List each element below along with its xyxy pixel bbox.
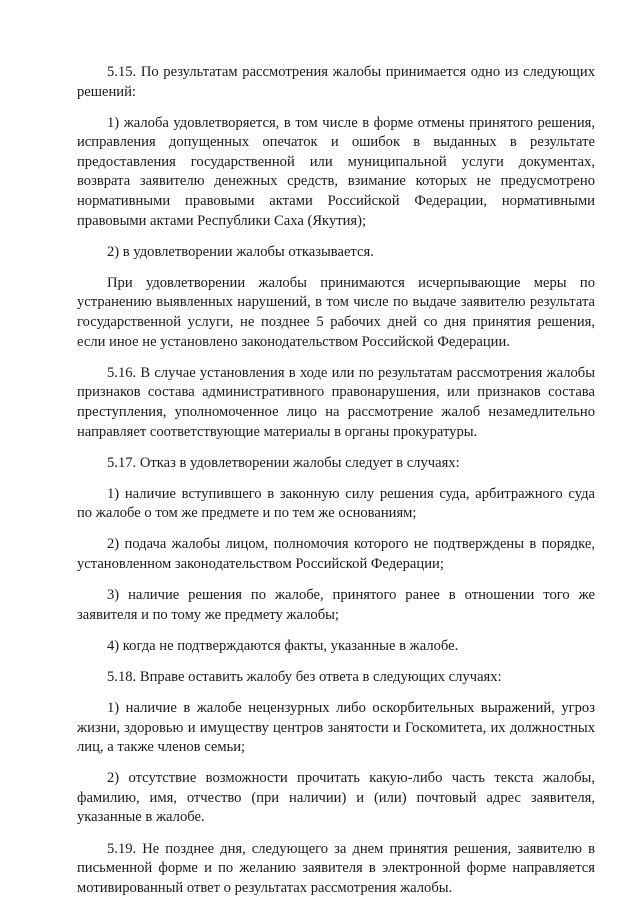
paragraph-5-17: 5.17. Отказ в удовлетворении жалобы следует в случаях: [107, 454, 460, 471]
paragraph-5-18: 5.18. Вправе оставить жалобу без ответа в следующих случаях: [107, 668, 502, 685]
paragraph-5-19: 5.19. Не позднее дня, следующего за днем принятия решения, заявителю в письменной форме и по желанию заявителя в электронной форме направляется мотивированный ответ о результатах рассмотрения жалобы. [77, 840, 595, 896]
paragraph-remedy-measures: При удовлетворении жалобы принимаются исчерпывающие меры по устранению выявленных нарушений, в том числе по выдаче заявителю результата государственной услуги, не позднее 5 рабочих дней со дня принятия решения, если иное не установлено законодательством Российской Федерации. [77, 274, 595, 350]
paragraph-5-15-item-2: 2) в удовлетворении жалобы отказывается. [107, 243, 374, 260]
paragraph-5-17-item-4: 4) когда не подтверждаются факты, указанные в жалобе. [107, 637, 459, 654]
paragraph-5-16: 5.16. В случае установления в ходе или по результатам рассмотрения жалобы признаков состава административного правонарушения, или признаков состава преступления, уполномоченное лицо на рассмотрение жалоб незамедлительно направляет соответствующие материалы в органы прокуратуры. [77, 364, 595, 440]
paragraph-5-15: 5.15. По результатам рассмотрения жалобы принимается одно из следующих решений: [77, 64, 595, 100]
document-page [77, 63, 595, 898]
paragraph-5-18-item-1: 1) наличие в жалобе нецензурных либо оскорбительных выражений, угроз жизни, здоровью и имуществу центров занятости и Госкомитета, их должностных лиц, а также членов семьи; [77, 699, 595, 756]
paragraph-5-18-item-2: 2) отсутствие возможности прочитать какую-либо часть текста жалобы, фамилию, имя, отчество (при наличии) и (или) почтовый адрес заявителя, указанные в жалобе. [77, 770, 595, 826]
paragraph-5-17-item-1: 1) наличие вступившего в законную силу решения суда, арбитражного суда по жалобе о том же предмете и по тем же основаниям; [77, 485, 595, 522]
paragraph-5-15-item-1: 1) жалоба удовлетворяется, в том числе в форме отмены принятого решения, исправления допущенных опечаток и ошибок в выданных в результате предоставления государственной или муниципальной услуги документах, возврата заявителю денежных средств, взимание которых не предусмотрено нормативными правовыми актами Российской Федерации, нормативными правовыми актами Республики Саха (Якутия); [77, 114, 595, 229]
paragraph-5-17-item-2: 2) подача жалобы лицом, полномочия которого не подтверждены в порядке, установленном законодательством Российской Федерации; [77, 536, 595, 572]
paragraph-5-17-item-3: 3) наличие решения по жалобе, принятого ранее в отношении того же заявителя и по тому же предмету жалобы; [77, 587, 595, 623]
